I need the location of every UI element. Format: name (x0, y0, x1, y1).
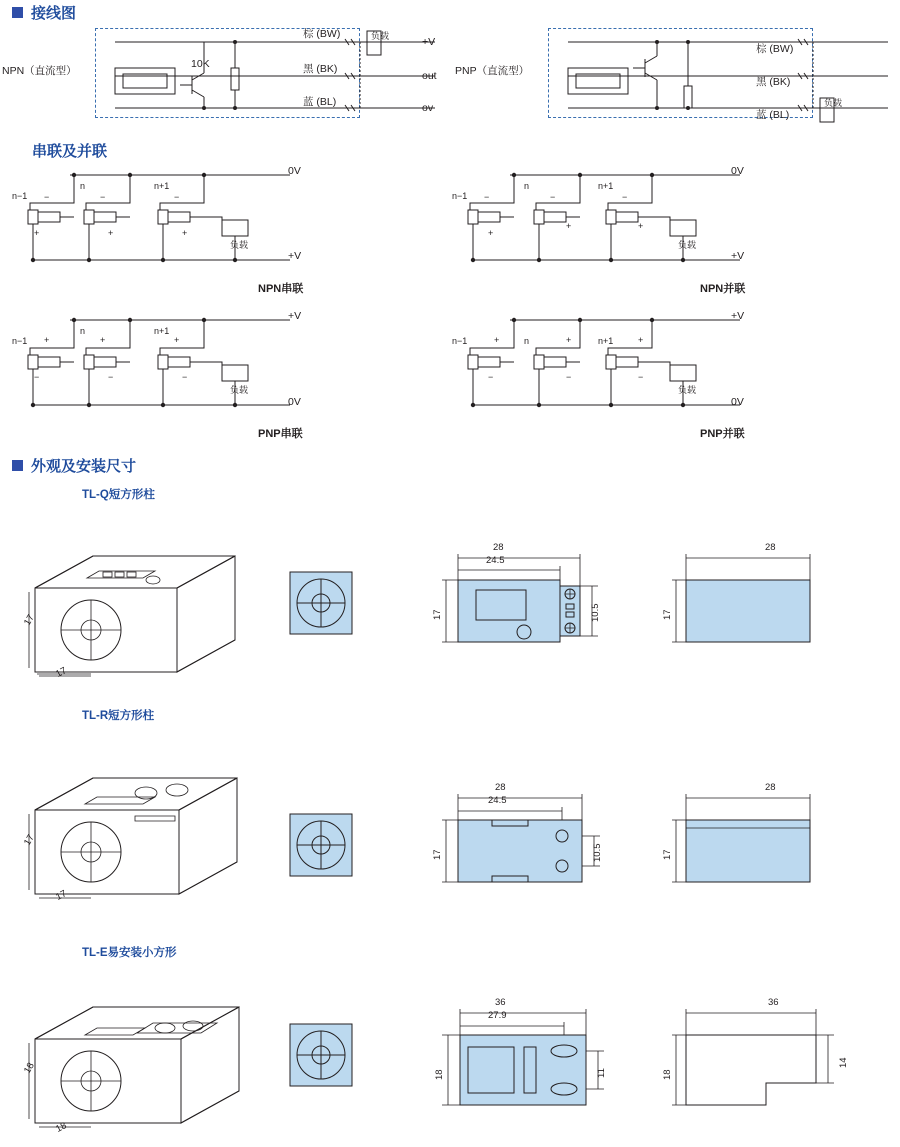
bullet-square-icon (12, 7, 23, 18)
tl-e-front-height-dim: 18 (434, 1069, 445, 1080)
tl-e-front-inner-width-dim: 27.9 (488, 1010, 507, 1021)
pnp-series-sign-bottom-0: − (34, 372, 40, 382)
npn-parallel-node-2: n+1 (598, 181, 614, 191)
pnp-series-sign-top-2: + (174, 335, 180, 345)
tl-r-iso-depth-dim: 17 (54, 888, 69, 903)
npn-series-node-2: n+1 (154, 181, 170, 191)
pnp-series-load-label: 负载 (229, 385, 248, 395)
npn-wire-label-brown: 棕 (BW) (303, 28, 341, 40)
npn-series-sign-bottom-1: + (108, 228, 114, 238)
pnp-series-node-1: n (80, 326, 86, 336)
pnp-parallel-sign-top-0: + (494, 335, 500, 345)
pnp-series-node-0: n−1 (12, 336, 28, 346)
pnp-series-sign-bottom-1: − (108, 372, 114, 382)
tl-r-side-width-dim: 28 (765, 782, 776, 793)
npn-series-sign-bottom-0: + (34, 228, 40, 238)
npn-resistor-label: 10K (191, 58, 210, 70)
npn-wire-label-black: 黑 (BK) (303, 63, 338, 75)
npn-parallel-sign-top-0: − (484, 192, 490, 202)
npn-series-caption: NPN串联 (258, 283, 304, 295)
bullet-square-icon-2 (12, 460, 23, 471)
pnp-series-bottom-rail-label: 0V (288, 396, 301, 408)
tl-q-front-inner-width-dim: 24.5 (486, 555, 505, 566)
pnp-parallel-caption: PNP并联 (700, 428, 745, 440)
tl-q-face-view (288, 570, 358, 640)
pnp-parallel-sign-bottom-1: − (566, 372, 572, 382)
npn-series-sign-top-2: − (174, 192, 180, 202)
tl-r-side-height-dim: 17 (662, 849, 673, 860)
npn-parallel-sign-bottom-1: + (566, 221, 572, 231)
tl-e-side-width-dim: 36 (768, 997, 779, 1008)
tl-e-side-view (670, 995, 850, 1120)
npn-wire-label-blue: 蓝 (BL) (303, 96, 337, 108)
tl-q-front-height-dim: 17 (432, 609, 443, 620)
pnp-wire-label-blue: 蓝 (BL) (756, 109, 790, 121)
npn-series-sign-top-1: − (100, 192, 106, 202)
pnp-type-label: PNP（直流型） (455, 65, 530, 77)
tl-q-side-width-dim: 28 (765, 542, 776, 553)
npn-terminal-ov: ov (422, 102, 434, 114)
pnp-parallel-node-2: n+1 (598, 336, 614, 346)
npn-series-load-label: 负载 (229, 240, 248, 250)
npn-parallel-sign-top-2: − (622, 192, 628, 202)
pnp-parallel-load-label: 负载 (677, 385, 696, 395)
pnp-parallel-node-1: n (524, 336, 530, 346)
pnp-load-label: 负载 (824, 98, 843, 108)
tl-q-front-right-height-dim: 10.5 (590, 603, 601, 622)
pnp-series-caption: PNP串联 (258, 428, 303, 440)
pnp-parallel-sign-bottom-0: − (488, 372, 494, 382)
tl-e-side-height-dim: 18 (662, 1069, 673, 1080)
tl-e-iso-depth-dim: 18 (54, 1120, 69, 1135)
pnp-parallel-svg (450, 310, 770, 425)
npn-series-node-0: n−1 (12, 191, 28, 201)
tl-q-side-view (670, 540, 840, 655)
npn-parallel-sign-bottom-0: + (488, 228, 494, 238)
tl-r-front-width-dim: 28 (495, 782, 506, 793)
tl-r-side-view (670, 780, 840, 895)
npn-parallel-load-label: 负载 (677, 240, 696, 250)
tl-r-iso-height-dim: 17 (22, 832, 37, 848)
tl-e-front-width-dim: 36 (495, 997, 506, 1008)
tl-e-front-view (440, 995, 630, 1120)
pnp-parallel-node-0: n−1 (452, 336, 468, 346)
tl-r-front-right-height-dim: 10.5 (592, 843, 603, 862)
npn-parallel-sign-bottom-2: + (638, 221, 644, 231)
npn-parallel-top-rail-label: 0V (731, 165, 744, 177)
pnp-parallel-sign-top-2: + (638, 335, 644, 345)
npn-parallel-caption: NPN并联 (700, 283, 746, 295)
tl-r-face-view (288, 812, 358, 882)
tl-q-front-width-dim: 28 (493, 542, 504, 553)
pnp-series-sign-top-1: + (100, 335, 106, 345)
npn-load-label: 负载 (371, 31, 390, 41)
npn-terminal-vplus: +V (422, 36, 436, 48)
section-title-dimensions: 外观及安装尺寸 (31, 458, 137, 475)
npn-circuit-svg (95, 28, 445, 123)
pnp-wire-label-brown: 棕 (BW) (756, 43, 794, 55)
npn-series-bottom-rail-label: +V (288, 250, 302, 262)
npn-series-svg (10, 165, 330, 280)
npn-parallel-sign-top-1: − (550, 192, 556, 202)
tl-e-iso-height-dim: 18 (22, 1060, 37, 1076)
tl-r-front-view (440, 780, 620, 895)
npn-terminal-out: out (422, 70, 437, 82)
npn-series-sign-bottom-2: + (182, 228, 188, 238)
tl-e-face-view (288, 1022, 358, 1092)
npn-series-top-rail-label: 0V (288, 165, 301, 177)
pnp-series-top-rail-label: +V (288, 310, 302, 322)
pnp-series-sign-top-0: + (44, 335, 50, 345)
pnp-parallel-top-rail-label: +V (731, 310, 745, 322)
tl-r-front-height-dim: 17 (432, 849, 443, 860)
pnp-parallel-bottom-rail-label: 0V (731, 396, 744, 408)
section-heading-wiring (12, 2, 76, 23)
npn-parallel-bottom-rail-label: +V (731, 250, 745, 262)
tl-q-front-view (440, 540, 620, 655)
pnp-series-node-2: n+1 (154, 326, 170, 336)
npn-type-label: NPN（直流型） (2, 65, 77, 77)
npn-series-sign-top-0: − (44, 192, 50, 202)
tl-r-front-inner-width-dim: 24.5 (488, 795, 507, 806)
section-title-series-parallel: 串联及并联 (32, 143, 108, 160)
model-label-tl-r: TL-R短方形柱 (82, 710, 155, 722)
model-label-tl-e: TL-E易安装小方形 (82, 947, 177, 959)
pnp-series-sign-bottom-2: − (182, 372, 188, 382)
tl-e-front-right-height-dim: 11 (596, 1068, 607, 1078)
tl-q-iso-depth-dim: 17 (54, 665, 69, 680)
section-title-wiring: 接线图 (31, 5, 77, 22)
tl-q-side-height-dim: 17 (662, 609, 673, 620)
pnp-series-svg (10, 310, 330, 425)
npn-parallel-node-0: n−1 (452, 191, 468, 201)
model-label-tl-q: TL-Q短方形柱 (82, 489, 155, 501)
pnp-parallel-sign-top-1: + (566, 335, 572, 345)
pnp-parallel-sign-bottom-2: − (638, 372, 644, 382)
section-heading-dimensions (12, 455, 136, 476)
pnp-circuit-svg (548, 28, 898, 123)
tl-q-iso-height-dim: 17 (22, 612, 37, 628)
npn-parallel-node-1: n (524, 181, 530, 191)
npn-series-node-1: n (80, 181, 86, 191)
pnp-wire-label-black: 黑 (BK) (756, 76, 791, 88)
tl-e-side-step-height-dim: 14 (838, 1057, 849, 1068)
